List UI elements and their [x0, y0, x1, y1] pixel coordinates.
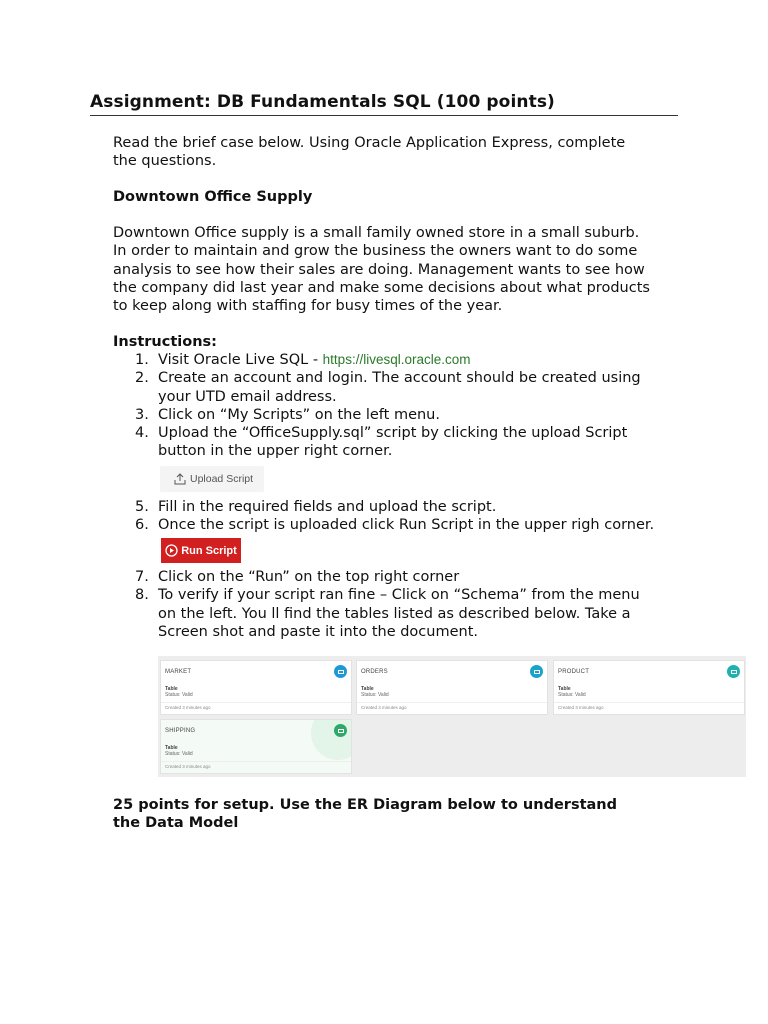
list-item [113, 516, 688, 534]
table-type: Table [165, 745, 178, 751]
setup-note-line: the Data Model [113, 815, 239, 832]
case-line: In order to maintain and grow the business the owners want to do some [113, 243, 638, 260]
table-name: PRODUCT [558, 669, 590, 675]
schema-screenshot [158, 656, 746, 777]
table-created: Created 3 minutes ago [554, 702, 744, 710]
step-number: 7. [135, 569, 149, 585]
step-number: 8. [135, 587, 149, 604]
setup-note [113, 796, 688, 833]
table-icon [334, 724, 347, 737]
case-heading: Downtown Office Supply [113, 189, 313, 205]
step-text: your UTD email address. [158, 388, 337, 405]
step-number: 6. [135, 517, 149, 534]
upload-script-button[interactable] [160, 466, 264, 492]
table-card-orders[interactable] [356, 660, 548, 715]
instruction-list-continued [113, 498, 688, 535]
hover-highlight [311, 719, 352, 760]
table-icon [334, 665, 347, 678]
table-card-shipping[interactable] [160, 719, 352, 774]
intro-paragraph [113, 134, 688, 171]
step-number: 4. [135, 425, 149, 442]
table-created: Created 3 minutes ago [161, 702, 351, 710]
play-circle-icon [165, 544, 178, 557]
step-text: Click on the “Run” on the top right corner [158, 569, 460, 585]
step-number: 2. [135, 370, 149, 387]
case-line: to keep along with staffing for busy times of the year. [113, 298, 503, 315]
upload-icon [174, 473, 186, 485]
table-name: MARKET [165, 669, 192, 675]
list-item [113, 424, 688, 461]
step-text: Click on “My Scripts” on the left menu. [158, 406, 440, 423]
table-card-product[interactable] [553, 660, 745, 715]
run-script-label: Run Script [181, 544, 237, 557]
step-text: button in the upper right corner. [158, 443, 393, 460]
table-status: Status: Valid [558, 692, 586, 698]
case-line: the company did last year and make some decisions about what products [113, 279, 650, 296]
intro-line: Read the brief case below. Using Oracle Application Express, complete [113, 135, 626, 151]
livesql-link[interactable]: https://livesql.oracle.com [322, 352, 471, 367]
step-text: Screen shot and paste it into the document. [158, 623, 478, 640]
step-text: Visit Oracle Live SQL - [158, 352, 323, 368]
step-text: To verify if your script ran fine – Click on “Schema” from the menu [158, 587, 640, 604]
step-text: Upload the “OfficeSupply.sql” script by clicking the upload Script [158, 425, 628, 442]
table-created: Created 3 minutes ago [161, 761, 351, 769]
list-item [113, 568, 688, 586]
table-type: Table [558, 686, 571, 692]
list-item [113, 406, 688, 424]
upload-script-label: Upload Script [190, 473, 254, 485]
setup-note-line: 25 points for setup. Use the ER Diagram below to understand [113, 797, 617, 813]
run-script-button[interactable] [161, 538, 241, 563]
step-number: 3. [135, 406, 149, 423]
table-status: Status: Valid [361, 692, 389, 698]
list-item [113, 351, 688, 369]
list-item [113, 498, 688, 516]
list-item [113, 369, 688, 406]
table-type: Table [361, 686, 374, 692]
case-line: analysis to see how their sales are doing. Management wants to see how [113, 261, 645, 278]
table-type: Table [165, 686, 178, 692]
instruction-list-final [113, 568, 688, 641]
table-icon [727, 665, 740, 678]
list-item [113, 586, 688, 641]
table-status: Status: Valid [165, 692, 193, 698]
table-card-market[interactable] [160, 660, 352, 715]
table-icon [530, 665, 543, 678]
case-line: Downtown Office supply is a small family owned store in a small suburb. [113, 225, 640, 241]
intro-line: the questions. [113, 153, 217, 170]
step-number: 1. [135, 352, 149, 368]
step-text: on the left. You ll find the tables listed as described below. Take a [158, 605, 631, 622]
document-title: Assignment: DB Fundamentals SQL (100 points) [90, 92, 678, 116]
table-created: Created 3 minutes ago [357, 702, 547, 710]
step-text: Once the script is uploaded click Run Script in the upper righ corner. [158, 517, 655, 534]
step-text: Create an account and login. The account should be created using [158, 370, 641, 387]
step-number: 5. [135, 499, 149, 515]
table-status: Status: Valid [165, 751, 193, 757]
instruction-list [113, 351, 688, 461]
step-text: Fill in the required fields and upload the script. [158, 499, 497, 515]
case-paragraph [113, 224, 688, 315]
table-name: ORDERS [361, 669, 388, 675]
table-name: SHIPPING [165, 728, 196, 734]
instructions-heading: Instructions: [113, 334, 217, 350]
